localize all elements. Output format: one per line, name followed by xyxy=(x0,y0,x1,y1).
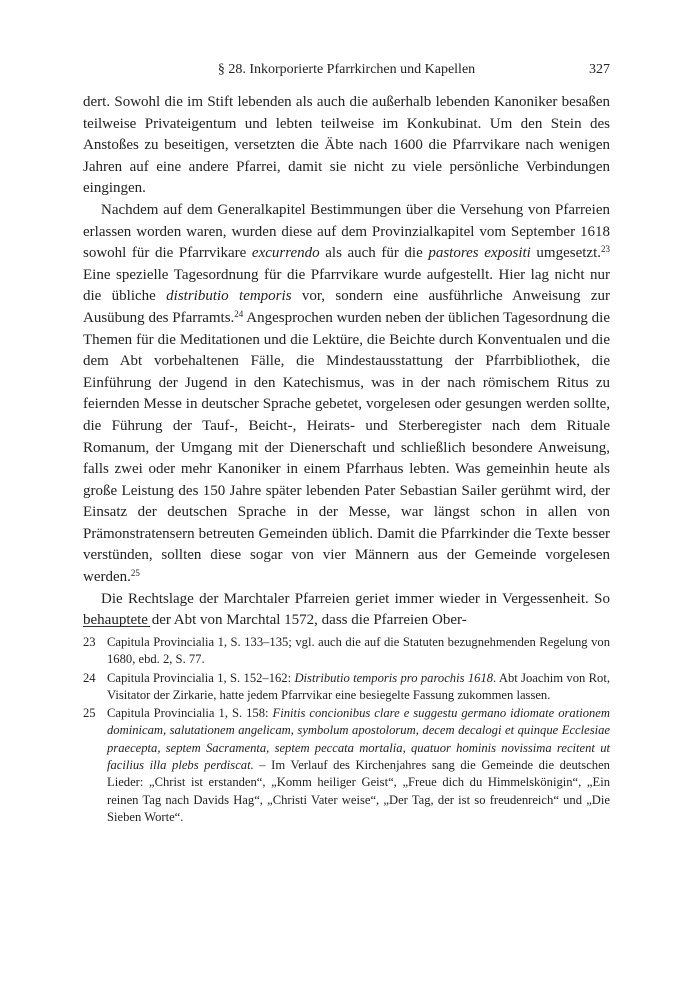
footnote-number: 23 xyxy=(83,635,96,649)
running-title: § 28. Inkorporierte Pfarrkirchen und Kapellen xyxy=(217,62,476,77)
footnote-ref-23[interactable]: 23 xyxy=(601,244,610,255)
footnote-24 xyxy=(83,670,610,705)
page-number: 327 xyxy=(589,62,610,77)
footnote-text: Capitula Provincialia 1, S. 133–135; vgl. auch die auf die Statuten bezugnehmenden Regelung von 1680, ebd. 2, S. 77. xyxy=(107,635,610,667)
footnote-ref-24[interactable]: 24 xyxy=(234,308,244,319)
footnote-text: Capitula Provincialia 1, S. 152–162: Distributio temporis pro parochis 1618. Abt Joachim von Rot, Visitator der Zirkarie, hatte jedem Pfarrvikar eine besiegelte Fassung zukommen lassen. xyxy=(107,670,610,702)
footnote-number: 25 xyxy=(83,706,96,721)
footnote-23 xyxy=(83,634,610,669)
footnote-separator xyxy=(83,626,150,627)
main-text xyxy=(83,92,610,632)
footnote-ref-25[interactable]: 25 xyxy=(130,568,140,579)
footnote-25 xyxy=(83,705,610,826)
footnotes xyxy=(83,634,610,827)
footnote-number: 24 xyxy=(83,670,96,685)
footnote-text: Capitula Provincialia 1, S. 158: Finitis concionibus clare e suggestu germano idiomate orationem dominicam, salutationem angelicam, symbolum apostolorum, decem decalogi et quinque Ecclesiae praecepta, septem Sacramenta, septem peccata mortalia, quatuor hominis novissima recitent ut facilius illa plebs perdiscat. – Im Verlauf des Kirchenjahres sang die Gemeinde die deutschen Lieder: „Christ ist erstanden“, „Komm heiliger Geist“, „Freue dich du Himmelskönigin“, „Ein reinen Tag nach Davids Hag“, „Christi Vater weise“, „Der Tag, der ist so freudenreich“ und „Die Sieben Worte“. xyxy=(107,706,610,824)
paragraph-2: Nachdem auf dem Generalkapitel Bestimmungen über die Versehung von Pfarreien erlassen worden waren, wurden diese auf dem Provinzialkapitel vom September 1618 sowohl für die Pfarrvikare excurrendo als auch für die pastores expositi umgesetzt.$^{23}$ Eine spezielle Tagesordnung für die Pfarrvikare wurde aufgestellt. Hier lag nicht nur die übliche distributio temporis vor, sondern eine ausführliche Anweisung zur Ausübung des Pfarramts.$^{24}$ Angesprochen wurden neben der üblichen Tagesordnung die Themen für die Meditationen und die Lektüre, die Beichte durch Konventualen und die dem Abt vorbehaltenen Fälle, die Mindestausstattung der Pfarrbibliothek, die Einführung der Jugend in den Katechismus, was in der nach römischem Ritus zu feiernden Messe in deutscher Sprache gebetet, vorgelesen oder gesungen werden sollte, die Führung der Tauf-, Beicht-, Heirats- und Sterberegister nach dem Rituale Romanum, der Umgang mit der Dienerschaft und schließlich besondere Anweisung, falls zwei oder mehr Kanoniker in einem Pfarrhaus lebten. Was gemeinhin heute als große Leistung des 150 Jahre später lebenden Pater Sebastian Sailer gerühmt wird, der Einsatz der deutschen Sprache in der Messe, war längst schon in allen von Prämonstratensern betreuten Gemeinden üblich. Damit die Pfarrkinder die Texte besser verstünden, sollten diese sogar von vier Männern aus der Gemeinde vorgelesen werden.$^{25}$ xyxy=(83,201,610,586)
paragraph-3: Die Rechtslage der Marchtaler Pfarreien geriet immer wieder in Vergessenheit. So behauptete der Abt von Marchtal 1572, dass die Pfarreien Ober- xyxy=(83,590,610,629)
paragraph-1: dert. Sowohl die im Stift lebenden als auch die außerhalb lebenden Kanoniker besaßen teilweise Privateigentum und lebten teilweise im Konkubinat. Um den Stein des Anstoßes zu beseitigen, versetzten die Äbte nach 1600 die Pfarrvikare nach wenigen Jahren auf eine andere Pfarrei, damit sie nicht zu viele persönliche Verbindungen eingingen. xyxy=(83,94,610,197)
